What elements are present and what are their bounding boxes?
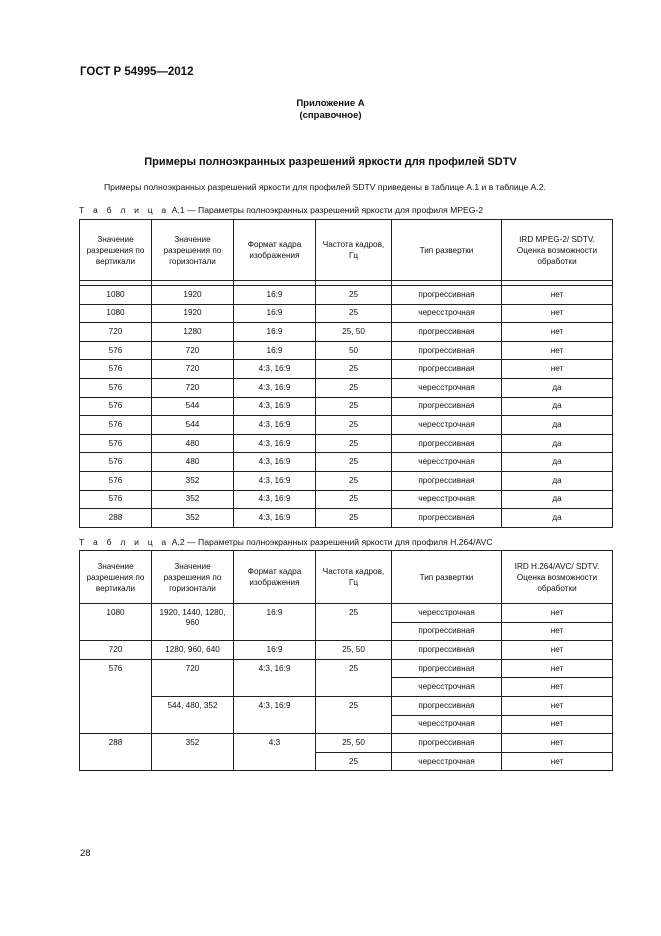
t2-header-fps: Частота кадров, Гц [316, 551, 392, 604]
table-row [80, 604, 613, 623]
t1-cell-eval: да [502, 397, 613, 416]
t1-cell-fps: 25 [316, 286, 392, 305]
t1-cell-horizontal: 352 [152, 471, 234, 490]
t1-cell-eval: нет [502, 286, 613, 305]
t1-cell-fps: 25 [316, 471, 392, 490]
t1-cell-eval: да [502, 378, 613, 397]
t1-cell-horizontal: 1280 [152, 323, 234, 342]
table-a1 [79, 219, 613, 528]
t2-cell-aspect: 4:3 [234, 734, 316, 753]
t1-cell-aspect: 4:3, 16:9 [234, 453, 316, 472]
t1-cell-fps: 25 [316, 416, 392, 435]
t2-cell-horizontal: 352 [152, 734, 234, 753]
t1-cell-fps: 25 [316, 490, 392, 509]
t2-cell-vertical: 1080 [80, 604, 152, 641]
t1-cell-fps: 25 [316, 453, 392, 472]
t2-cell-horizontal: 544, 480, 352 [152, 696, 234, 733]
t1-cell-vertical: 288 [80, 509, 152, 528]
table-row [80, 490, 613, 509]
table2-caption-text: А.2 — Параметры полноэкранных разрешений яркости для профиля H.264/AVC [169, 537, 493, 547]
t1-header-horizontal: Значение разрешения по горизонтали [152, 220, 234, 281]
table1-caption [79, 205, 483, 215]
t1-cell-eval: да [502, 434, 613, 453]
table-row [80, 659, 613, 678]
t1-cell-fps: 25, 50 [316, 323, 392, 342]
t1-cell-horizontal: 720 [152, 360, 234, 379]
t2-cell-horizontal [152, 752, 234, 771]
section-title: Примеры полноэкранных разрешений яркости для профилей SDTV [144, 156, 517, 168]
t2-header-horizontal: Значение разрешения по горизонтали [152, 551, 234, 604]
t1-cell-fps: 25 [316, 509, 392, 528]
t1-cell-vertical: 576 [80, 434, 152, 453]
t1-cell-scan: чересстрочная [392, 453, 502, 472]
table-row [80, 696, 613, 715]
t2-cell-vertical: 576 [80, 659, 152, 696]
table-row [80, 471, 613, 490]
t1-cell-scan: чересстрочная [392, 378, 502, 397]
t1-cell-aspect: 16:9 [234, 286, 316, 305]
t1-cell-vertical: 576 [80, 471, 152, 490]
table1-caption-prefix: Т а б л и ц а [79, 205, 170, 215]
t1-cell-aspect: 4:3, 16:9 [234, 434, 316, 453]
t1-cell-aspect: 16:9 [234, 323, 316, 342]
t2-cell-aspect: 4:3, 16:9 [234, 696, 316, 733]
table-a1-body [80, 281, 613, 528]
t1-cell-fps: 25 [316, 378, 392, 397]
t2-cell-scan: прогрессивная [392, 734, 502, 753]
t2-cell-vertical: 720 [80, 641, 152, 660]
t1-cell-eval: да [502, 416, 613, 435]
t2-cell-eval: нет [502, 604, 613, 623]
table-row [80, 397, 613, 416]
t2-cell-horizontal: 720 [152, 659, 234, 696]
t2-cell-fps: 25 [316, 659, 392, 696]
table-a2 [79, 550, 613, 771]
appendix-heading [0, 98, 661, 122]
t1-cell-horizontal: 1920 [152, 304, 234, 323]
t1-header-eval: IRD MPEG-2/ SDTV. Оценка возможности обработки [502, 220, 613, 281]
t2-cell-fps: 25, 50 [316, 641, 392, 660]
t1-cell-horizontal: 720 [152, 341, 234, 360]
t1-cell-fps: 25 [316, 434, 392, 453]
t1-cell-horizontal: 544 [152, 397, 234, 416]
t1-cell-aspect: 4:3, 16:9 [234, 397, 316, 416]
table-row [80, 360, 613, 379]
t1-cell-horizontal: 1920 [152, 286, 234, 305]
t1-cell-vertical: 576 [80, 397, 152, 416]
t2-cell-fps: 25 [316, 752, 392, 771]
t2-cell-scan: прогрессивная [392, 641, 502, 660]
t2-cell-scan: чересстрочная [392, 752, 502, 771]
table2-caption-prefix: Т а б л и ц а [79, 537, 170, 547]
t2-header-aspect: Формат кадра изображения [234, 551, 316, 604]
table-row [80, 752, 613, 771]
t1-cell-vertical: 576 [80, 490, 152, 509]
t1-cell-fps: 25 [316, 397, 392, 416]
t2-cell-aspect: 4:3, 16:9 [234, 659, 316, 696]
t1-cell-eval: да [502, 509, 613, 528]
t2-cell-eval: нет [502, 622, 613, 641]
t1-cell-vertical: 720 [80, 323, 152, 342]
t2-cell-eval: нет [502, 696, 613, 715]
t2-cell-eval: нет [502, 659, 613, 678]
t1-cell-scan: чересстрочная [392, 490, 502, 509]
table-row [80, 304, 613, 323]
t1-cell-vertical: 1080 [80, 286, 152, 305]
t1-cell-vertical: 1080 [80, 304, 152, 323]
t2-cell-fps: 25 [316, 604, 392, 641]
t2-cell-scan: чересстрочная [392, 604, 502, 623]
t1-header-vertical: Значение разрешения по вертикали [80, 220, 152, 281]
t1-cell-aspect: 4:3, 16:9 [234, 378, 316, 397]
t1-cell-eval: нет [502, 304, 613, 323]
t2-cell-vertical [80, 696, 152, 733]
t1-cell-fps: 25 [316, 304, 392, 323]
t1-cell-vertical: 576 [80, 341, 152, 360]
t1-cell-fps: 50 [316, 341, 392, 360]
table-row [80, 341, 613, 360]
t1-cell-vertical: 576 [80, 416, 152, 435]
table-row [80, 641, 613, 660]
t2-cell-eval: нет [502, 734, 613, 753]
t1-cell-scan: прогрессивная [392, 341, 502, 360]
t2-cell-eval: нет [502, 752, 613, 771]
t2-cell-vertical [80, 752, 152, 771]
t1-cell-aspect: 16:9 [234, 304, 316, 323]
t1-cell-scan: прогрессивная [392, 471, 502, 490]
t2-cell-eval: нет [502, 715, 613, 734]
t1-cell-scan: прогрессивная [392, 509, 502, 528]
t2-cell-scan: прогрессивная [392, 622, 502, 641]
t1-cell-aspect: 4:3, 16:9 [234, 471, 316, 490]
table-row [80, 453, 613, 472]
t1-cell-horizontal: 544 [152, 416, 234, 435]
appendix-title: Приложение А [296, 98, 365, 109]
t1-cell-eval: да [502, 453, 613, 472]
t2-cell-fps: 25 [316, 696, 392, 733]
table-a2-body [80, 604, 613, 771]
t1-cell-scan: прогрессивная [392, 434, 502, 453]
table1-caption-text: А.1 — Параметры полноэкранных разрешений яркости для профиля MPEG-2 [169, 205, 484, 215]
t2-cell-scan: чересстрочная [392, 715, 502, 734]
page-number: 28 [80, 848, 91, 859]
t1-cell-vertical: 576 [80, 378, 152, 397]
t2-cell-aspect: 16:9 [234, 641, 316, 660]
t1-cell-horizontal: 480 [152, 434, 234, 453]
t2-cell-scan: прогрессивная [392, 659, 502, 678]
t2-cell-fps: 25, 50 [316, 734, 392, 753]
t2-header-vertical: Значение разрешения по вертикали [80, 551, 152, 604]
t1-cell-horizontal: 352 [152, 509, 234, 528]
table-row [80, 286, 613, 305]
t2-cell-aspect: 16:9 [234, 604, 316, 641]
t1-cell-aspect: 4:3, 16:9 [234, 509, 316, 528]
t2-cell-horizontal: 1920, 1440, 1280, 960 [152, 604, 234, 641]
t1-cell-vertical: 576 [80, 360, 152, 379]
t1-cell-aspect: 4:3, 16:9 [234, 490, 316, 509]
t1-cell-scan: прогрессивная [392, 360, 502, 379]
t1-cell-scan: прогрессивная [392, 286, 502, 305]
t2-cell-eval: нет [502, 678, 613, 697]
table-row [80, 416, 613, 435]
t2-cell-scan: чересстрочная [392, 678, 502, 697]
t1-cell-eval: нет [502, 323, 613, 342]
table2-caption [79, 537, 493, 547]
t1-header-fps: Частота кадров, Гц [316, 220, 392, 281]
table-row [80, 434, 613, 453]
t2-header-eval: IRD H.264/AVC/ SDTV. Оценка возможности обработки [502, 551, 613, 604]
t1-cell-eval: нет [502, 341, 613, 360]
t2-cell-horizontal: 1280, 960, 640 [152, 641, 234, 660]
t1-cell-aspect: 16:9 [234, 341, 316, 360]
t1-cell-fps: 25 [316, 360, 392, 379]
t1-cell-horizontal: 720 [152, 378, 234, 397]
t1-cell-scan: прогрессивная [392, 323, 502, 342]
t2-header-scan: Тип развертки [392, 551, 502, 604]
t1-cell-horizontal: 480 [152, 453, 234, 472]
t1-cell-eval: да [502, 471, 613, 490]
t1-header-aspect: Формат кадра изображения [234, 220, 316, 281]
t1-cell-vertical: 576 [80, 453, 152, 472]
t1-cell-scan: прогрессивная [392, 397, 502, 416]
t1-cell-scan: чересстрочная [392, 416, 502, 435]
appendix-subtitle: (справочное) [299, 110, 362, 121]
t1-cell-scan: чересстрочная [392, 304, 502, 323]
t2-cell-scan: прогрессивная [392, 696, 502, 715]
document-id: ГОСТ Р 54995—2012 [80, 66, 194, 78]
intro-paragraph: Примеры полноэкранных разрешений яркости для профилей SDTV приведены в таблице А.1 и в таблице А.2. [104, 182, 546, 192]
t1-cell-aspect: 4:3, 16:9 [234, 360, 316, 379]
t2-cell-eval: нет [502, 641, 613, 660]
t1-cell-eval: да [502, 490, 613, 509]
table-row [80, 734, 613, 753]
t2-cell-vertical: 288 [80, 734, 152, 753]
t1-header-scan: Тип развертки [392, 220, 502, 281]
t1-cell-horizontal: 352 [152, 490, 234, 509]
table-row [80, 509, 613, 528]
table-row [80, 378, 613, 397]
t1-cell-aspect: 4:3, 16:9 [234, 416, 316, 435]
t2-cell-aspect [234, 752, 316, 771]
t1-cell-eval: нет [502, 360, 613, 379]
table-row [80, 323, 613, 342]
